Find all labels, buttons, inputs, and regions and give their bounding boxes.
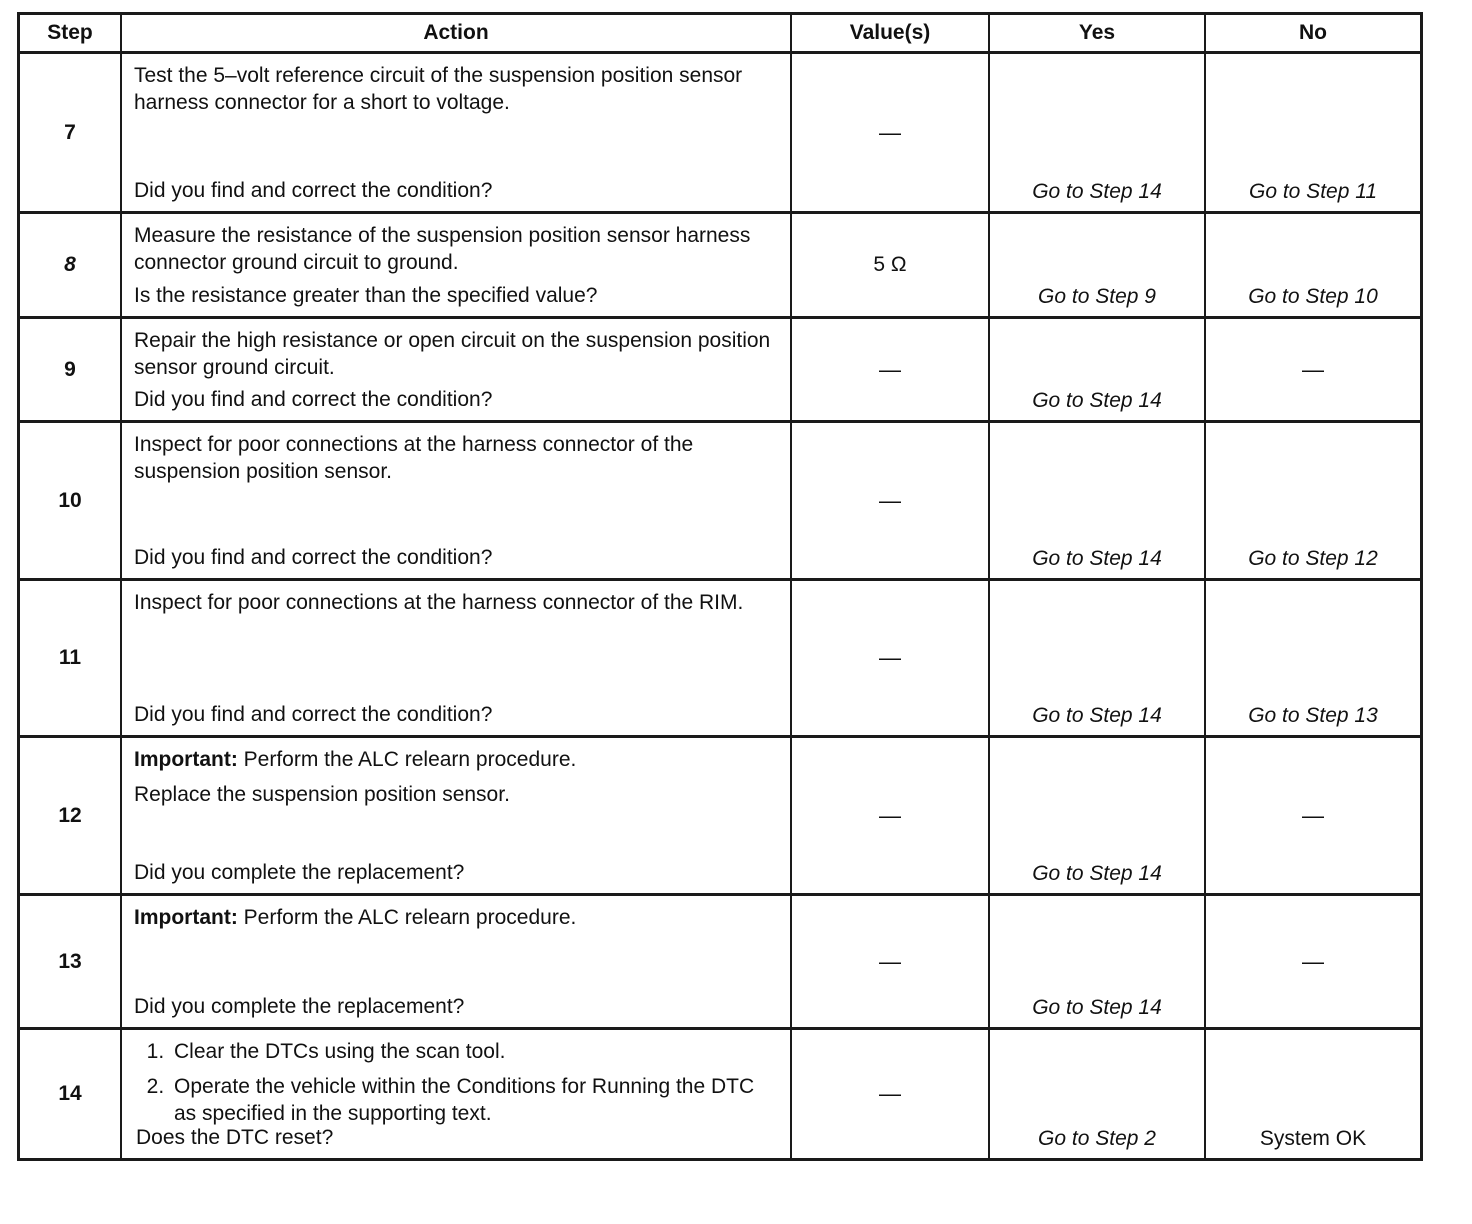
table-row <box>20 578 1420 735</box>
no-value-cell: — <box>1302 356 1324 382</box>
header-values: Value(s) <box>790 15 988 51</box>
no-value-cell: — <box>1302 948 1324 974</box>
value-cell: — <box>879 119 901 145</box>
no-goto-link[interactable]: Go to Step 10 <box>1248 285 1378 308</box>
table-row <box>20 893 1420 1027</box>
yes-goto-link[interactable]: Go to Step 14 <box>1032 180 1162 203</box>
no-result-text: System OK <box>1259 1127 1367 1150</box>
important-label: Important: <box>134 748 238 771</box>
table-header-row <box>20 15 1420 51</box>
no-goto-link[interactable]: Go to Step 13 <box>1248 704 1378 727</box>
action-text: Inspect for poor connections at the harness connector of the RIM. <box>134 591 744 614</box>
header-step: Step <box>47 21 93 44</box>
important-note <box>134 746 780 773</box>
action-question: Did you find and correct the condition? <box>134 179 493 202</box>
action-question: Did you complete the replacement? <box>134 995 465 1018</box>
value-cell: — <box>879 948 901 974</box>
action-question: Did you complete the replacement? <box>134 861 465 884</box>
action-question: Did you find and correct the condition? <box>134 703 493 726</box>
no-goto-link[interactable]: Go to Step 11 <box>1248 180 1378 203</box>
value-cell: — <box>879 1081 901 1106</box>
yes-goto-link[interactable]: Go to Step 14 <box>1032 389 1162 412</box>
yes-goto-link[interactable]: Go to Step 14 <box>1032 547 1162 570</box>
action-text: Repair the high resistance or open circuit on the suspension position sensor ground circuit. <box>134 329 771 379</box>
action-text: Replace the suspension position sensor. <box>134 783 510 806</box>
table-row <box>20 51 1420 211</box>
important-text: Perform the ALC relearn procedure. <box>237 748 577 771</box>
step-number: 13 <box>58 949 82 973</box>
diagnostic-table <box>17 12 1423 1161</box>
action-question: Did you find and correct the condition? <box>134 546 493 569</box>
action-text: Test the 5–volt reference circuit of the suspension position sensor harness connector for a short to voltage. <box>134 64 743 114</box>
step-number: 8 <box>64 253 76 276</box>
important-label: Important: <box>134 906 238 929</box>
yes-goto-link[interactable]: Go to Step 2 <box>1038 1127 1156 1150</box>
table-row <box>20 211 1420 316</box>
value-cell: — <box>879 645 901 670</box>
no-goto-link[interactable]: Go to Step 12 <box>1248 547 1378 570</box>
table-row <box>20 1027 1420 1158</box>
step-number: 14 <box>58 1082 82 1105</box>
header-action: Action <box>120 15 790 51</box>
step-number: 7 <box>64 120 76 144</box>
step-number: 10 <box>58 488 82 512</box>
important-text: Perform the ALC relearn procedure. <box>237 906 577 929</box>
step-number: 11 <box>58 646 82 669</box>
list-item: 2. Operate the vehicle within the Conditions for Running the DTC as specified in the supporting text. <box>170 1073 780 1127</box>
step-number: 9 <box>64 357 76 381</box>
table-row <box>20 420 1420 578</box>
table-row <box>20 735 1420 893</box>
no-value-cell: — <box>1302 802 1324 828</box>
action-text: Inspect for poor connections at the harness connector of the suspension position sensor. <box>134 433 694 483</box>
list-item: 1. Clear the DTCs using the scan tool. <box>170 1038 780 1065</box>
action-question: Does the DTC reset? <box>136 1126 334 1149</box>
yes-goto-link[interactable]: Go to Step 14 <box>1032 996 1162 1019</box>
important-note <box>134 904 780 931</box>
action-text: Measure the resistance of the suspension position sensor harness connector ground circuit to ground. <box>134 224 751 274</box>
yes-goto-link[interactable]: Go to Step 9 <box>1038 285 1156 308</box>
value-cell: — <box>879 487 901 513</box>
yes-goto-link[interactable]: Go to Step 14 <box>1032 862 1162 885</box>
action-list <box>126 1038 780 1135</box>
value-cell: — <box>879 356 901 382</box>
yes-goto-link[interactable]: Go to Step 14 <box>1032 704 1162 727</box>
header-yes: Yes <box>988 15 1204 51</box>
value-cell: — <box>879 802 901 828</box>
table-row <box>20 316 1420 420</box>
step-number: 12 <box>58 803 82 827</box>
header-no: No <box>1204 15 1420 51</box>
action-question: Is the resistance greater than the specified value? <box>134 284 598 307</box>
value-cell: 5 Ω <box>873 253 907 276</box>
action-question: Did you find and correct the condition? <box>134 388 493 411</box>
